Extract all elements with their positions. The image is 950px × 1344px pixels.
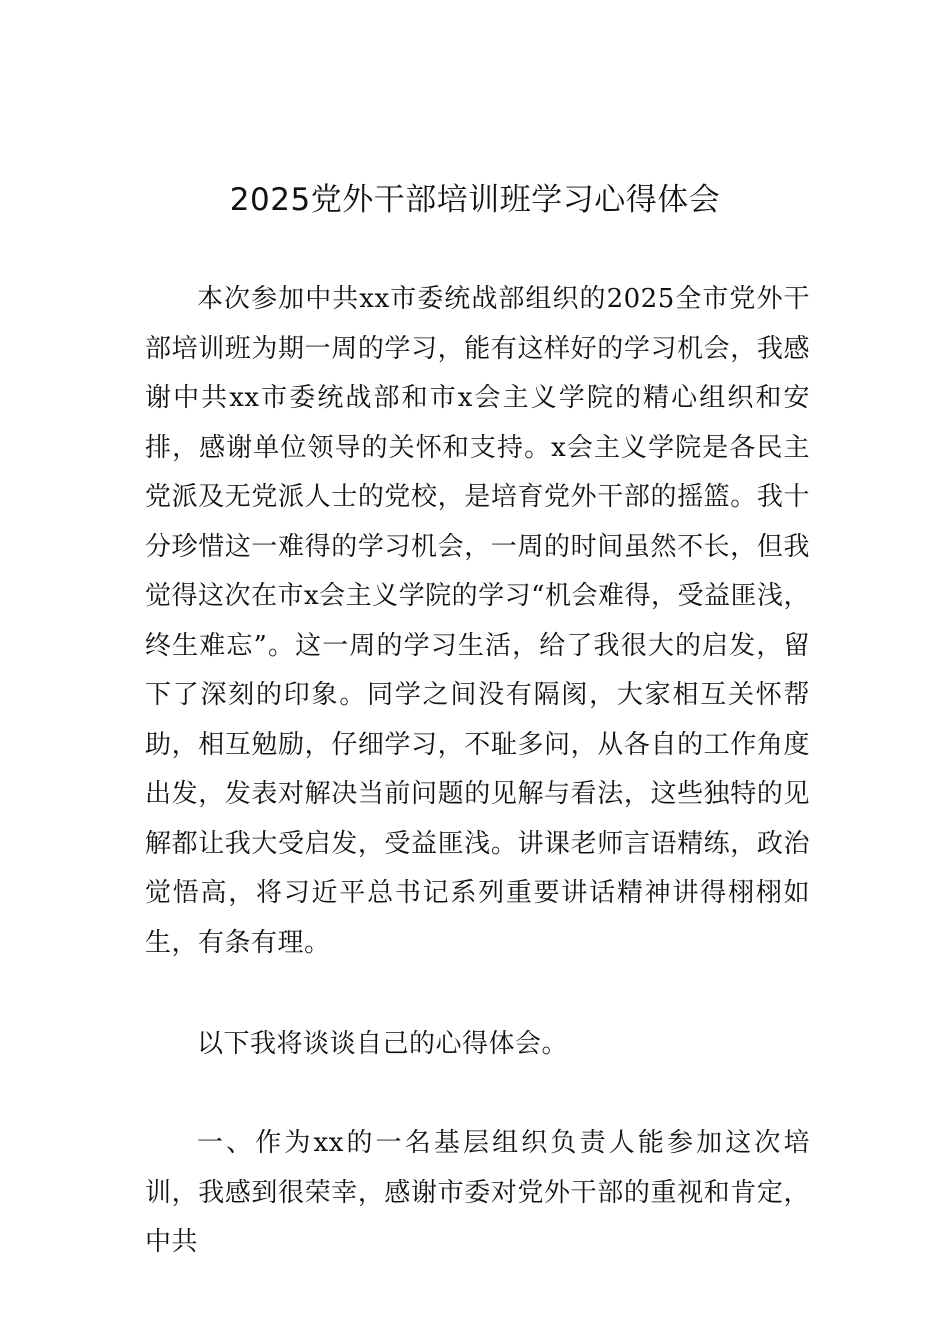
paragraph-transition: 以下我将谈谈自己的心得体会。 [197,1029,569,1059]
paragraph-section-one: 一、作为xx的一名基层组织负责人能参加这次培训，我感到很荣幸，感谢市委对党外干部的重视和肯定，中共 [145,1128,810,1257]
paragraph-intro: 本次参加中共xx市委统战部组织的2025全市党外干部培训班为期一周的学习，能有这样好的学习机会，我感谢中共xx市委统战部和市x会主义学院的精心组织和安排，感谢单位领导的关怀和支持。x会主义学院是各民主党派及无党派人士的党校，是培育党外干部的摇篮。我十分珍惜这一难得的学习机会，一周的时间虽然不长，但我觉得这次在市x会主义学院的学习“机会难得，受益匪浅，终生难忘”。这一周的学习生活，给了我很大的启发，留下了深刻的印象。同学之间没有隔阂，大家相互关怀帮助，相互勉励，仔细学习，不耻多问，从各自的工作角度出发，发表对解决当前问题的见解与看法，这些独特的见解都让我大受启发，受益匪浅。讲课老师言语精练，政治觉悟高，将习近平总书记系列重要讲话精神讲得栩栩如生，有条有理。 [145,284,810,958]
document-title: 2025党外干部培训班学习心得体会 [229,182,721,218]
